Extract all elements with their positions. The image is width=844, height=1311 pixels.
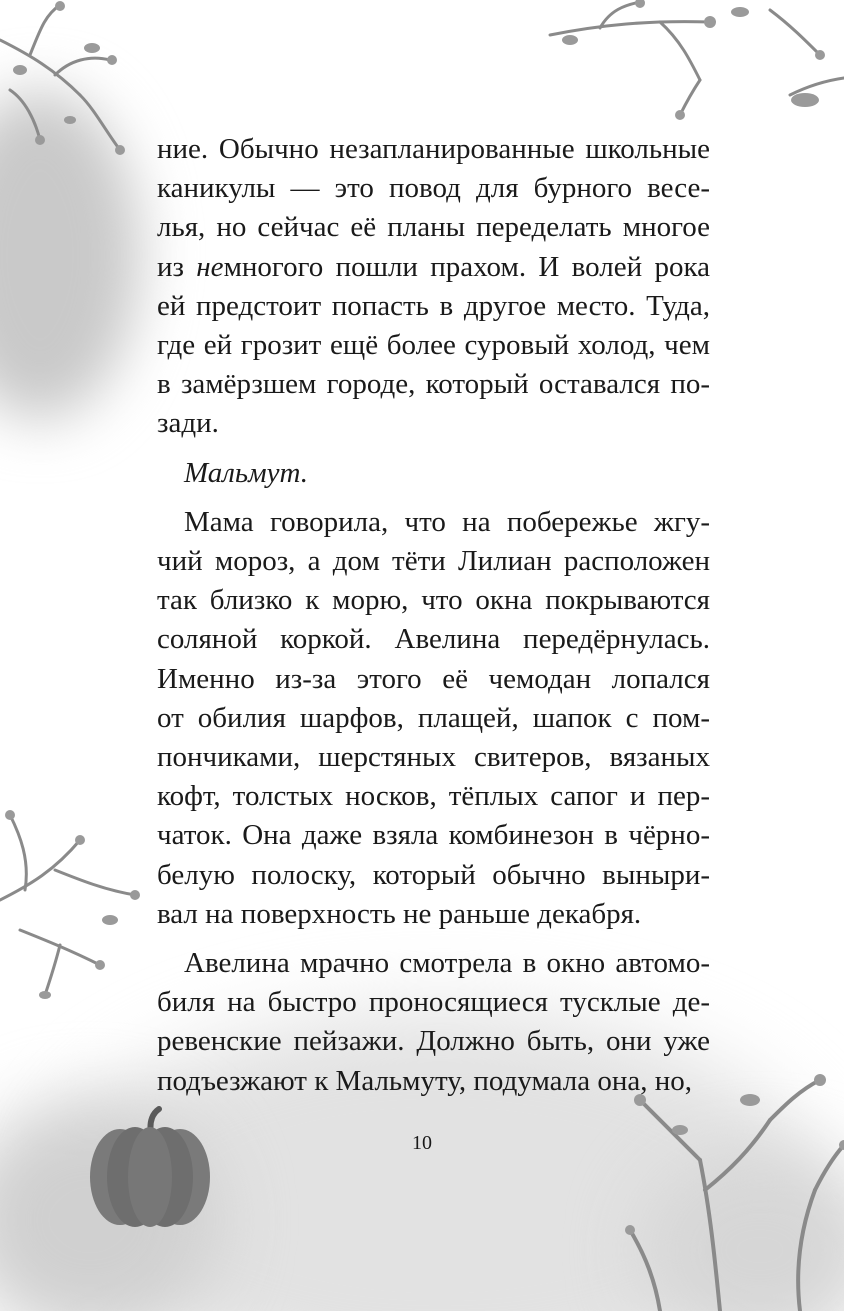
paragraph-line: пончиками, шерстяных свитеров, вязаных: [157, 741, 710, 774]
paragraph-line: чий мороз, а дом тёти Лилиан расположен: [157, 545, 710, 578]
paragraph-line: вал на поверхность не раньше декабря.: [157, 897, 642, 930]
paragraph-line: соляной коркой. Авелина передёрнулась.: [157, 623, 710, 656]
paragraph-line: белую полоску, который обычно выныри-: [157, 858, 710, 891]
paragraph-line: ей предстоит попасть в другое место. Туда,: [157, 289, 710, 322]
paragraph-line: каникулы — это повод для бурного весе-: [157, 172, 710, 205]
paragraph-line: биля на быстро проносящиеся тусклые де-: [157, 986, 710, 1019]
paragraph-first-line: Мальмут.: [184, 456, 309, 489]
page-number: 10: [412, 1132, 432, 1154]
paragraph-line: из немногого пошли прахом. И волей рока: [157, 250, 710, 283]
branch-bottom-left: [0, 800, 160, 1000]
branch-top-left: [0, 0, 140, 170]
paragraph-first-line: Авелина мрачно смотрела в окно автомо-: [184, 947, 710, 980]
paragraph-line: подъезжают к Мальмуту, подумала она, но,: [157, 1064, 692, 1097]
paragraph-line: Именно из-за этого её чемодан лопался: [157, 662, 710, 695]
paragraph-line: зади.: [157, 407, 219, 440]
paragraph-line: так близко к морю, что окна покрываются: [157, 584, 710, 617]
paragraph-line: от обилия шарфов, плащей, шапок с пом-: [157, 701, 710, 734]
paragraph-line: лья, но сейчас её планы переделать многое: [157, 211, 710, 244]
paragraph-line: в замёрзшем городе, который оставался по-: [157, 368, 710, 401]
body-text: [157, 130, 710, 1101]
paragraph-first-line: Мама говорила, что на побережье жгу-: [184, 505, 710, 538]
branch-top-right: [540, 0, 844, 130]
paragraph-line: кофт, толстых носков, тёплых сапог и пер-: [157, 780, 710, 813]
paragraph-line: ревенские пейзажи. Должно быть, они уже: [157, 1025, 710, 1058]
paragraph-first-line: ние. Обычно незапланированные школьные: [157, 133, 710, 165]
paragraph-line: чаток. Она даже взяла комбинезон в чёрно-: [157, 819, 710, 852]
paragraph-line: где ей грозит ещё более суровый холод, чем: [157, 329, 710, 362]
pumpkin: [85, 1105, 215, 1230]
